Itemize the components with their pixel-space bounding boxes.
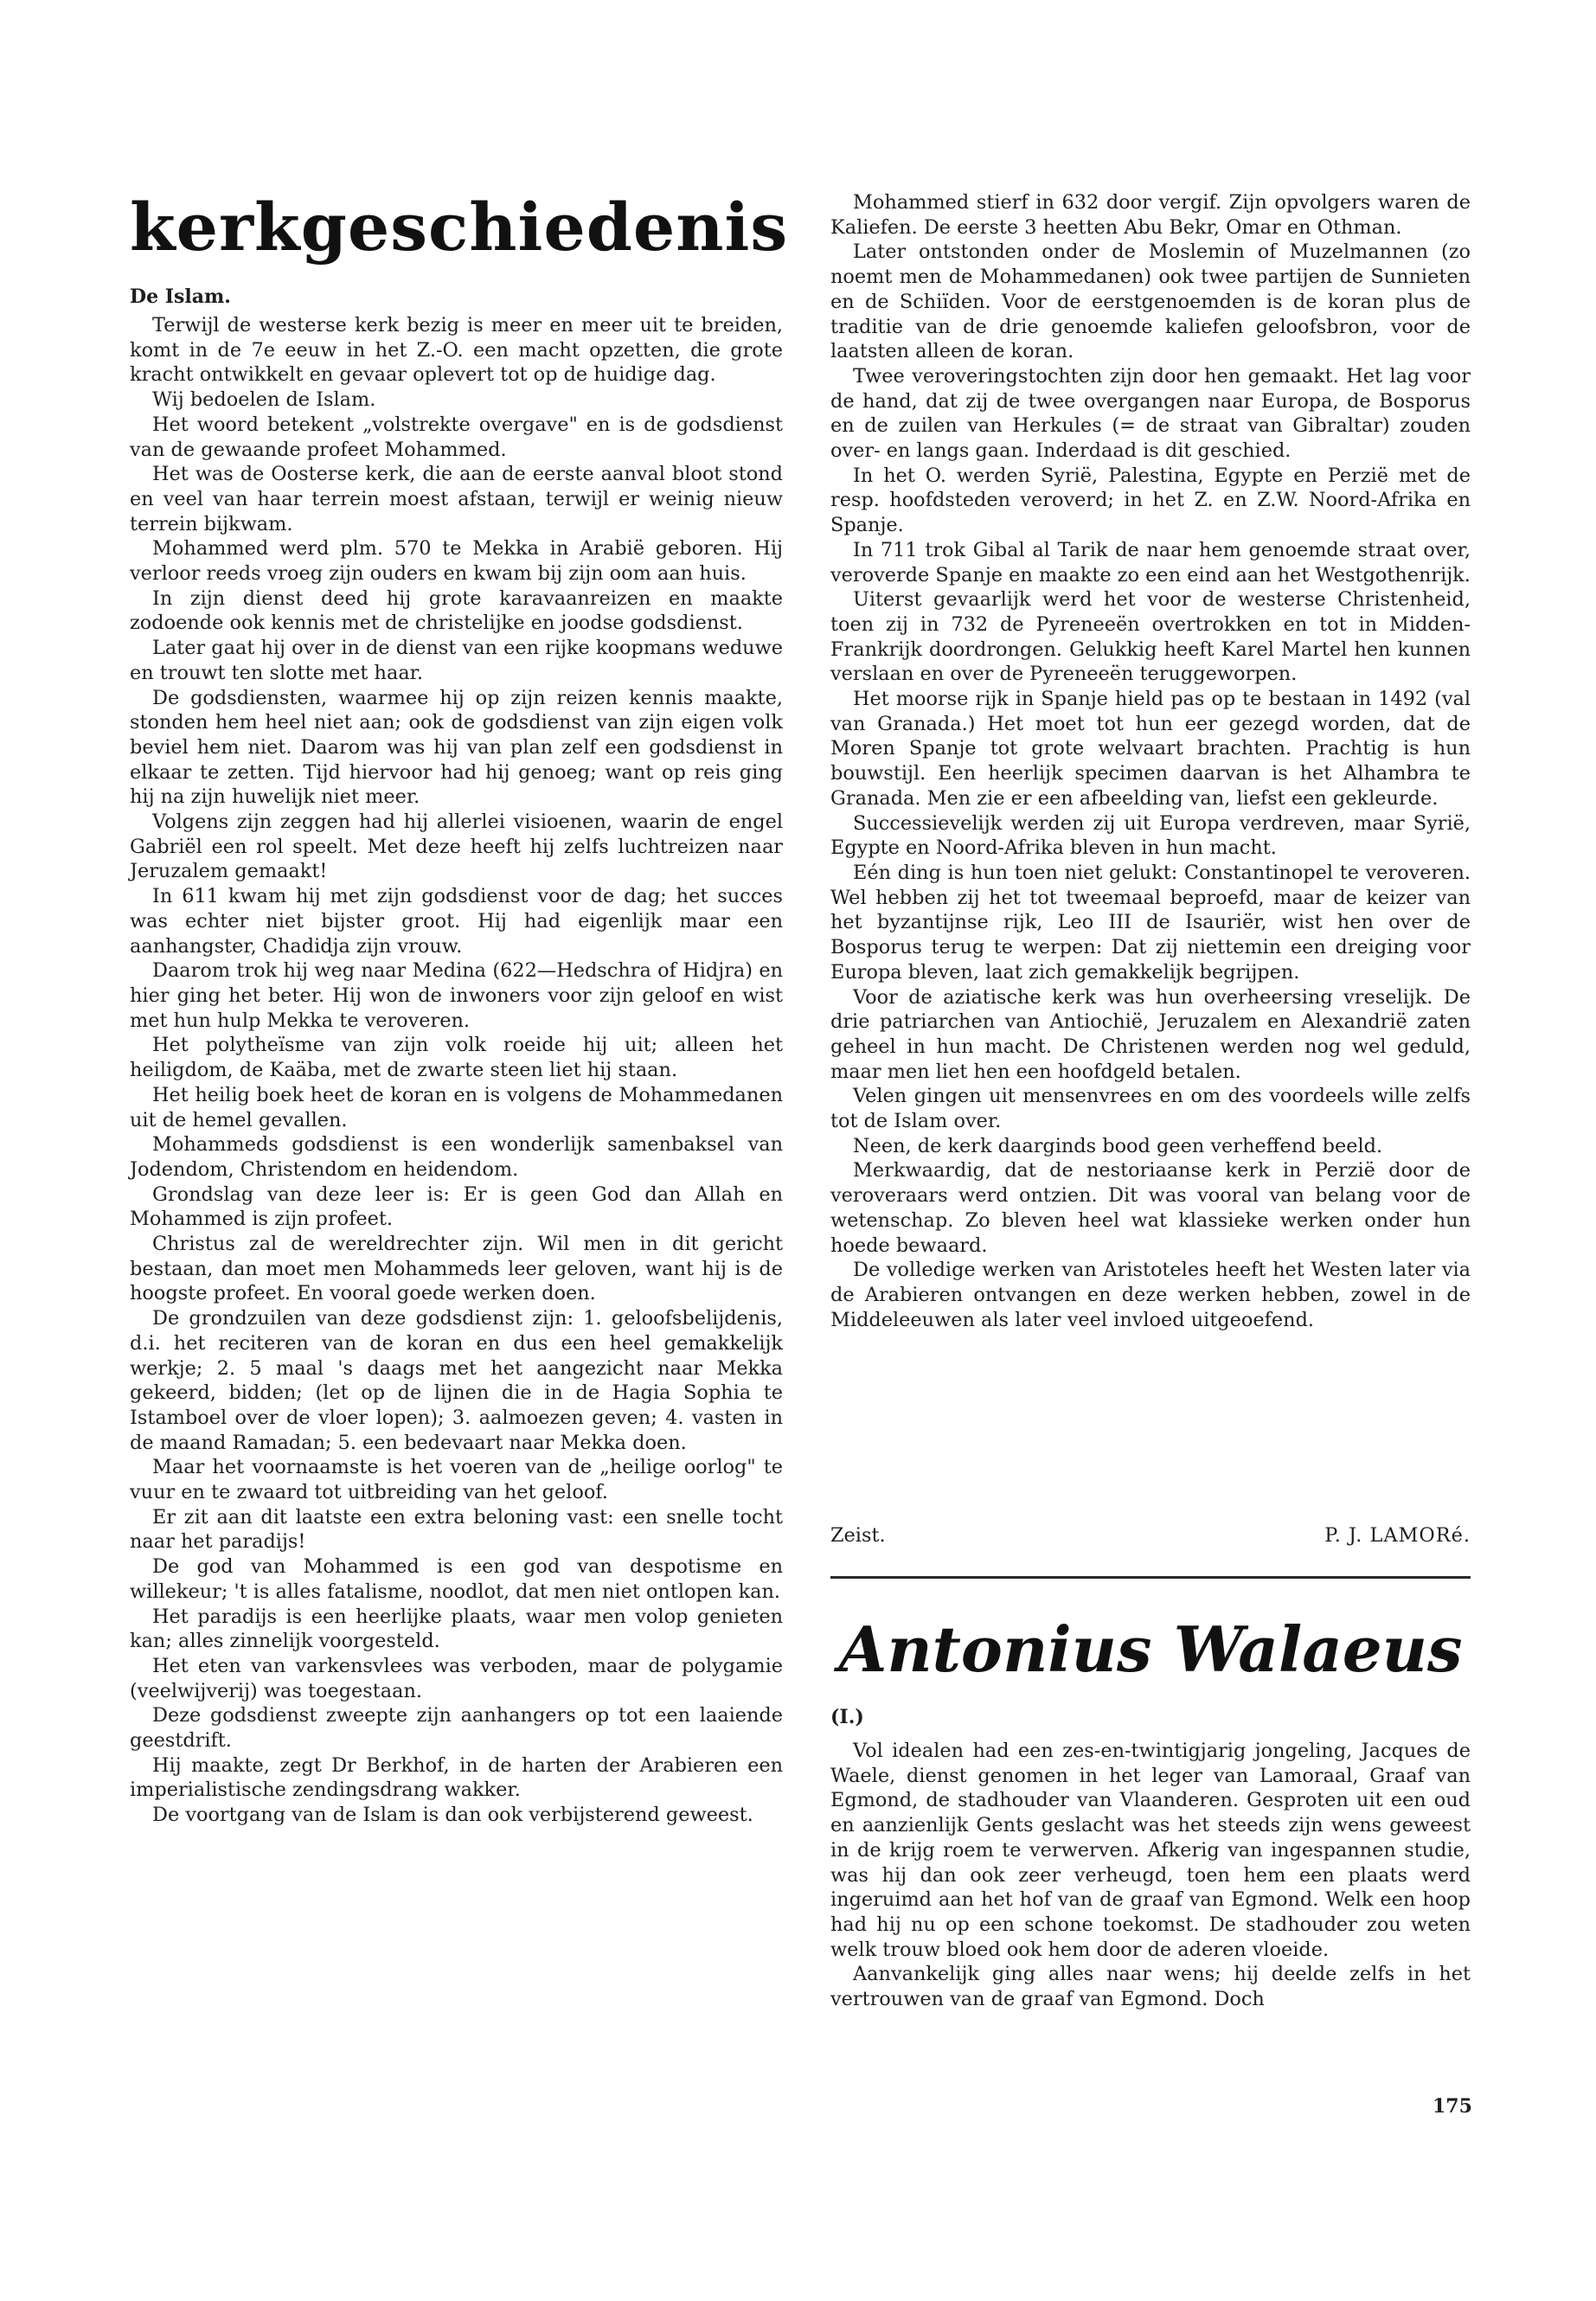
paragraph: Velen gingen uit mensenvrees en om des voordeels wille zelfs tot de Islam over.	[830, 1085, 1471, 1133]
paragraph: Het was de Oosterse kerk, die aan de eerste aanval bloot stond en veel van haar terrein moest afstaan, terwijl er weinig nieuw terrein bijkwam.	[130, 463, 783, 535]
paragraph: Mohammed stierf in 632 door vergif. Zijn opvolgers waren de Kaliefen. De eerste 3 heetten Abu Bekr, Omar en Othman.	[830, 191, 1471, 239]
paragraph: Twee veroveringstochten zijn door hen gemaakt. Het lag voor de hand, dat zij de twee overgangen naar Europa, de Bosporus en de zuilen van Herkules (= de straat van Gibraltar) zouden over- en langs gaan. Inderdaad is dit geschied.	[830, 364, 1471, 463]
paragraph: Neen, de kerk daarginds bood geen verheffend beeld.	[853, 1134, 1383, 1157]
paragraph: Eén ding is hun toen niet gelukt: Constantinopel te veroveren. Wel hebben zij het tot tweemaal beproefd, maar de keizer van het byzantijnse rijk, Leo III de Isauriër, wist hen over de Bosporus terug te werpen: Dat zij niettemin een dreiging voor Europa bleven, laat zich gemakkelijk begrijpen.	[830, 861, 1471, 984]
paragraph: Het paradijs is een heerlijke plaats, waar men volop genieten kan; alles zinnelijk voorgesteld.	[130, 1605, 783, 1653]
paragraph: Later ontstonden onder de Moslemin of Muzelmannen (zo noemt men de Mohammedanen) ook twee partijen de Sunnieten en de Schiïden. Voor de eerstgenoemden is de koran plus de traditie van de drie genoemde kaliefen geloofsbron, voor de laatsten alleen de koran.	[830, 240, 1471, 363]
paragraph: Maar het voornaamste is het voeren van de „heilige oorlog" te vuur en te zwaard tot uitbreiding van het geloof.	[130, 1456, 783, 1504]
paragraph: De god van Mohammed is een god van despotisme en willekeur; 't is alles fatalisme, noodlot, dat men niet ontlopen kan.	[130, 1555, 783, 1603]
paragraph: Het eten van varkensvlees was verboden, maar de polygamie (veelwijverij) was toegestaan.	[130, 1654, 783, 1702]
signature-author: P. J. LAMORé.	[1324, 1524, 1471, 1547]
paragraph: Het heilig boek heet de koran en is volgens de Mohammedanen uit de hemel gevallen.	[130, 1083, 783, 1131]
paragraph: Voor de aziatische kerk was hun overheersing vreselijk. De drie patriarchen van Antiochië, Jeruzalem en Alexandrië zaten geheel in hun macht. De Christenen werden nog wel geduld, maar men liet hen een hoofdgeld betalen.	[830, 985, 1471, 1083]
paragraph: Merkwaardig, dat de nestoriaanse kerk in Perzië door de veroveraars werd ontzien. Dit was vooral van belang voor de wetenschap. Zo bleven heel wat klassieke werken onder hun hoede bewaard.	[830, 1159, 1471, 1257]
section-masthead: kerkgeschiedenis	[130, 189, 789, 266]
paragraph: Successievelijk werden zij uit Europa verdreven, maar Syrië, Egypte en Noord-Afrika bleven in hun macht.	[830, 811, 1471, 860]
paragraph: Het woord betekent „volstrekte overgave" en is de godsdienst van de gewaande profeet Mohammed.	[130, 413, 783, 461]
paragraph: Uiterst gevaarlijk werd het voor de westerse Christenheid, toen zij in 732 de Pyreneeën overtrokken en tot in Midden-Frankrijk doordrongen. Gelukkig heeft Karel Martel hen kunnen verslaan en over de Pyreneeën teruggeworpen.	[830, 588, 1471, 686]
paragraph: Daarom trok hij weg naar Medina (622—Hedschra of Hidjra) en hier ging het beter. Hij won de inwoners voor zijn geloof en wist met hun hulp Mekka te veroveren.	[130, 959, 783, 1032]
paragraph: Later gaat hij over in de dienst van een rijke koopmans weduwe en trouwt ten slotte met haar.	[130, 637, 783, 684]
paragraph: Volgens zijn zeggen had hij allerlei visioenen, waarin de engel Gabriël een rol speelt. Met deze heeft hij zelfs luchtreizen naar Jeruzalem gemaakt!	[130, 811, 783, 883]
paragraph: Mohammed werd plm. 570 te Mekka in Arabië geboren. Hij verloor reeds vroeg zijn ouders en kwam bij zijn oom aan huis.	[130, 537, 783, 586]
section-divider	[830, 1576, 1471, 1579]
right-column-text	[830, 190, 1471, 1332]
paragraph: Vol idealen had een zes-en-twintigjarig jongeling, Jacques de Waele, dienst genomen in het leger van Lamoraal, Graaf van Egmond, de stadhouder van Vlaanderen. Gesproten uit een oud en aanzienlijk Gents geslacht was het steeds zijn wens geweest in de krijg roem te verwerven. Afkerig van ingespannen studie, was hij dan ook zeer verheugd, toen hem een plaats werd ingeruimd aan het hof van de graaf van Egmond. Welk een hoop had hij nu op een schone toekomst. De stadhouder zou weten welk trouw bloed ook hem door de aderen vloeide.	[830, 1740, 1471, 1961]
paragraph: Mohammeds godsdienst is een wonderlijk samenbaksel van Jodendom, Christendom en heidendom.	[130, 1133, 783, 1181]
paragraph: Deze godsdienst zweepte zijn aanhangers op tot een laaiende geestdrift.	[130, 1704, 783, 1753]
paragraph: De voortgang van de Islam is dan ook verbijsterend geweest.	[152, 1804, 753, 1827]
paragraph: Aanvankelijk ging alles naar wens; hij deelde zelfs in het vertrouwen van de graaf van Egmond. Doch	[830, 1963, 1471, 2011]
paragraph: Terwijl de westerse kerk bezig is meer en meer uit te breiden, komt in de 7e eeuw in het Z.-O. een macht opzetten, die grote kracht ontwikkelt en gevaar oplevert tot op de huidige dag.	[130, 314, 783, 387]
part-label: (I.)	[830, 1706, 864, 1728]
paragraph: In 711 trok Gibal al Tarik de naar hem genoemde straat over, veroverde Spanje en maakte zo een eind aan het Westgothenrijk.	[830, 538, 1471, 586]
paragraph: De grondzuilen van deze godsdienst zijn: 1. geloofsbelijdenis, d.i. het reciteren van de koran en dus een heel gemakkelijk werkje; 2. 5 maal 's daags met het aangezicht naar Mekka gekeerd, bidden; (let op de lijnen die in de Hagia Sophia te Istamboel over de vloer lopen); 3. aalmoezen geven; 4. vasten in de maand Ramadan; 5. een bedevaart naar Mekka doen.	[130, 1307, 783, 1454]
article-title-walaeus: Antonius Walaeus	[838, 1612, 1463, 1686]
paragraph: Hij maakte, zegt Dr Berkhof, in de harten der Arabieren een imperialistische zendingsdrang wakker.	[130, 1753, 783, 1802]
paragraph: Grondslag van deze leer is: Er is geen God dan Allah en Mohammed is zijn profeet.	[130, 1183, 783, 1231]
paragraph: In 611 kwam hij met zijn godsdienst voor de dag; het succes was echter niet bijster groot. Hij had eigenlijk maar een aanhangster, Chadidja zijn vrouw.	[130, 885, 783, 958]
signature-place: Zeist.	[830, 1524, 886, 1547]
paragraph: Wij bedoelen de Islam.	[152, 388, 376, 412]
paragraph: In zijn dienst deed hij grote karavaanreizen en maakte zodoende ook kennis met de christelijke en joodse godsdienst.	[130, 586, 783, 635]
left-column-text	[130, 313, 783, 1828]
paragraph: In het O. werden Syrië, Palestina, Egypte en Perzië met de resp. hoofdsteden veroverd; in het Z. en Z.W. Noord-Afrika en Spanje.	[830, 464, 1471, 537]
paragraph: Er zit aan dit laatste een extra beloning vast: een snelle tocht naar het paradijs!	[130, 1505, 783, 1554]
article-subheading: De Islam.	[130, 285, 231, 308]
paragraph: Het moorse rijk in Spanje hield pas op te bestaan in 1492 (val van Granada.) Het moet tot hun eer gezegd worden, dat de Moren Spanje tot grote welvaart brachten. Prachtig is hun bouwstijl. Een heerlijk specimen daarvan is het Alhambra te Granada. Men zie er een afbeelding van, liefst een gekleurde.	[830, 688, 1471, 810]
walaeus-article-text	[830, 1739, 1471, 2012]
paragraph: De volledige werken van Aristoteles heeft het Westen later via de Arabieren ontvangen en deze werken hebben, zowel in de Middeleeuwen als later veel invloed uitgeoefend.	[830, 1259, 1471, 1331]
page-number: 175	[1433, 2095, 1472, 2118]
paragraph: De godsdiensten, waarmee hij op zijn reizen kennis maakte, stonden hem heel niet aan; ook de godsdienst van zijn eigen volk beviel hem niet. Daarom was hij van plan zelf een godsdienst in elkaar te zetten. Tijd hiervoor had hij genoeg; want op reis ging hij na zijn huwelijk niet meer.	[130, 686, 783, 809]
paragraph: Het polytheïsme van zijn volk roeide hij uit; alleen het heiligdom, de Kaäba, met de zwarte steen liet hij staan.	[130, 1034, 783, 1082]
paragraph: Christus zal de wereldrechter zijn. Wil men in dit gericht bestaan, dan moet men Mohammeds leer geloven, want hij is de hoogste profeet. En vooral goede werken doen.	[130, 1233, 783, 1305]
